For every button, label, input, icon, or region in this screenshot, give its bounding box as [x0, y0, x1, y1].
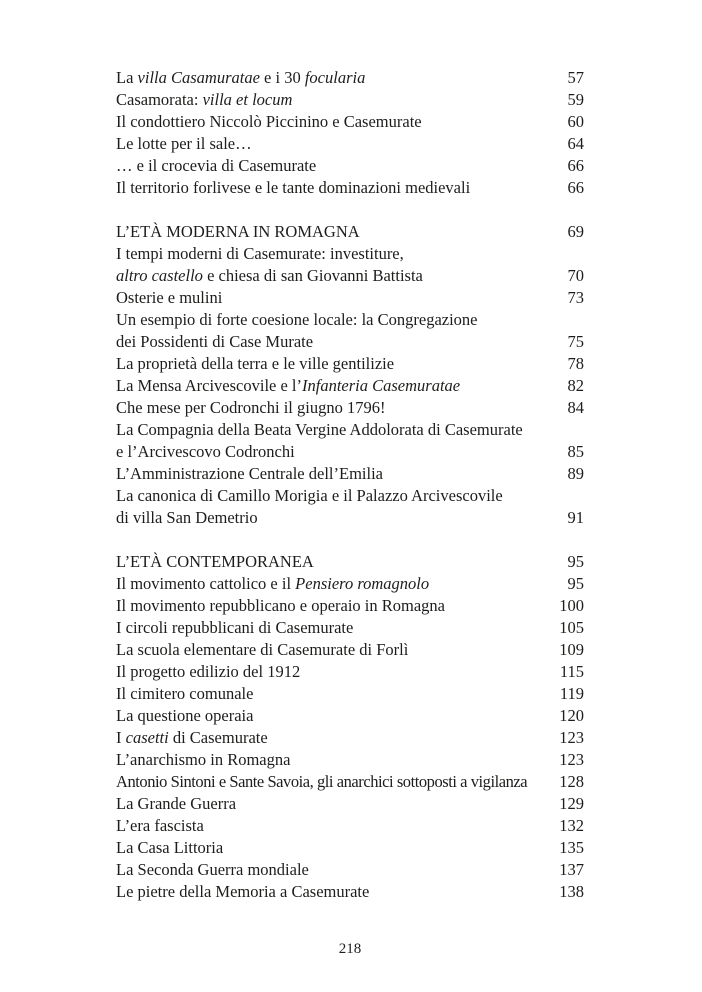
- toc-entry-title: I circoli repubblicani di Casemurate: [116, 618, 354, 637]
- toc-entry-title: La Compagnia della Beata Vergine Addolorata di Casemurate: [116, 420, 523, 439]
- toc-entry-title: La scuola elementare di Casemurate di Forlì: [116, 640, 409, 659]
- page-number: 218: [338, 941, 362, 957]
- toc-entry: [116, 507, 584, 529]
- toc-entry: [116, 463, 584, 485]
- toc-entry-page: 100: [559, 596, 584, 615]
- toc-entry-page: 57: [567, 68, 584, 87]
- toc-entry-title: L’era fascista: [116, 816, 204, 835]
- toc-entry: [116, 89, 584, 111]
- toc-entry-page: 82: [567, 376, 584, 395]
- toc-entry: [116, 661, 584, 683]
- toc-entry-page: 115: [559, 662, 584, 681]
- toc-entry-title: L’ETÀ MODERNA IN ROMAGNA: [116, 222, 360, 241]
- toc-entry-title: Il movimento repubblicano e operaio in Romagna: [116, 596, 445, 615]
- toc-entry-title: Antonio Sintoni e Sante Savoia, gli anarchici sottoposti a vigilanza: [116, 772, 528, 791]
- toc-entry-page: 66: [567, 156, 584, 175]
- toc-entry: [116, 397, 584, 419]
- toc-entry-page: [580, 309, 584, 331]
- toc-entry-title: La questione operaia: [116, 706, 254, 725]
- toc-entry-page: 95: [567, 552, 584, 571]
- section-gap: [116, 529, 584, 551]
- toc-entry-title: Un esempio di forte coesione locale: la Congregazione: [116, 310, 478, 329]
- toc-entry: [116, 133, 584, 155]
- toc-entry-title: Casamorata: villa et locum: [116, 90, 293, 109]
- toc-entry: [116, 793, 584, 815]
- toc-entry: [116, 639, 584, 661]
- toc-entry-page: 64: [567, 134, 584, 153]
- toc-entry: [116, 881, 584, 903]
- toc-entry-page: 123: [559, 728, 584, 747]
- toc-entry-title: I tempi moderni di Casemurate: investiture,: [116, 244, 404, 263]
- toc-entry-page: 70: [567, 266, 584, 285]
- toc-entry-title: La Casa Littoria: [116, 838, 224, 857]
- toc-entry-title: Il movimento cattolico e il Pensiero romagnolo: [116, 574, 430, 593]
- toc-entry: [116, 837, 584, 859]
- toc-entry-title: Le lotte per il sale…: [116, 134, 252, 153]
- toc-entry: [116, 595, 584, 617]
- toc-entry-page: 59: [567, 90, 584, 109]
- toc-entry: [116, 67, 584, 89]
- toc-entry: [116, 859, 584, 881]
- toc-entry: [116, 287, 584, 309]
- toc-entry: [116, 243, 584, 265]
- toc-entry-title: Il condottiero Niccolò Piccinino e Casemurate: [116, 112, 422, 131]
- toc-entry-page: 78: [567, 354, 584, 373]
- toc-section-heading: [116, 221, 584, 243]
- toc-entry: [116, 727, 584, 749]
- toc-entry: [116, 749, 584, 771]
- toc-entry: [116, 771, 584, 793]
- toc-entry-page: 129: [559, 794, 584, 813]
- toc-entry: [116, 573, 584, 595]
- toc-entry-page: 66: [567, 178, 584, 197]
- toc-entry-page: 138: [559, 882, 584, 901]
- toc-entry-title: e l’Arcivescovo Codronchi: [116, 442, 295, 461]
- toc-entry-title: Il cimitero comunale: [116, 684, 254, 703]
- toc-entry: [116, 419, 584, 441]
- toc-entry-title: L’ETÀ CONTEMPORANEA: [116, 552, 314, 571]
- toc-entry-page: 132: [559, 816, 584, 835]
- toc-entry-page: 105: [559, 618, 584, 637]
- book-page: [116, 0, 584, 992]
- toc-entry-title: La villa Casamuratae e i 30 focularia: [116, 68, 366, 87]
- toc-entry-title: La Seconda Guerra mondiale: [116, 860, 309, 879]
- toc-entry: [116, 353, 584, 375]
- toc-entry: [116, 375, 584, 397]
- toc-entry-page: 120: [559, 706, 584, 725]
- toc-entry-title: La Mensa Arcivescovile e l’Infanteria Casemuratae: [116, 376, 461, 395]
- toc-entry-title: L’Amministrazione Centrale dell’Emilia: [116, 464, 383, 483]
- toc-entry-page: [580, 419, 584, 441]
- toc-entry-page: 75: [567, 332, 584, 351]
- toc-section-heading: [116, 551, 584, 573]
- toc-entry-title: La proprietà della terra e le ville gentilizie: [116, 354, 395, 373]
- toc-entry-page: 85: [567, 442, 584, 461]
- toc-entry: [116, 155, 584, 177]
- toc-entry: [116, 309, 584, 331]
- toc-entry: [116, 485, 584, 507]
- toc-entry-page: 91: [567, 508, 584, 527]
- toc-entry-title: L’anarchismo in Romagna: [116, 750, 291, 769]
- toc-entry-page: [580, 485, 584, 507]
- toc-entry: [116, 617, 584, 639]
- toc-entry-page: 73: [567, 288, 584, 307]
- toc-entry-title: Osterie e mulini: [116, 288, 223, 307]
- toc-entry-page: 69: [567, 222, 584, 241]
- table-of-contents: [116, 67, 584, 903]
- toc-entry-title: La Grande Guerra: [116, 794, 237, 813]
- toc-entry-page: 60: [567, 112, 584, 131]
- toc-entry: [116, 683, 584, 705]
- toc-entry-title: di villa San Demetrio: [116, 508, 258, 527]
- toc-entry-title: Le pietre della Memoria a Casemurate: [116, 882, 370, 901]
- toc-entry: [116, 815, 584, 837]
- toc-entry-page: 128: [559, 772, 584, 791]
- toc-entry: [116, 331, 584, 353]
- toc-entry: [116, 177, 584, 199]
- toc-entry: [116, 705, 584, 727]
- toc-entry-title: La canonica di Camillo Morigia e il Palazzo Arcivescovile: [116, 486, 503, 505]
- toc-entry: [116, 111, 584, 133]
- section-gap: [116, 199, 584, 221]
- toc-entry-page: [580, 243, 584, 265]
- toc-entry-page: 135: [559, 838, 584, 857]
- toc-entry: [116, 265, 584, 287]
- toc-entry-page: 123: [559, 750, 584, 769]
- toc-entry-title: dei Possidenti di Case Murate: [116, 332, 314, 351]
- toc-entry-title: altro castello e chiesa di san Giovanni Battista: [116, 266, 423, 285]
- toc-entry-page: 95: [567, 574, 584, 593]
- toc-entry-page: 137: [559, 860, 584, 879]
- toc-entry-title: Il territorio forlivese e le tante dominazioni medievali: [116, 178, 471, 197]
- toc-entry-page: 89: [567, 464, 584, 483]
- toc-entry-title: … e il crocevia di Casemurate: [116, 156, 317, 175]
- toc-entry: [116, 441, 584, 463]
- toc-entry-title: Che mese per Codronchi il giugno 1796!: [116, 398, 386, 417]
- toc-entry-page: 109: [559, 640, 584, 659]
- toc-entry-page: 119: [559, 684, 584, 703]
- toc-entry-page: 84: [567, 398, 584, 417]
- toc-entry-title: I casetti di Casemurate: [116, 728, 268, 747]
- toc-entry-title: Il progetto edilizio del 1912: [116, 662, 301, 681]
